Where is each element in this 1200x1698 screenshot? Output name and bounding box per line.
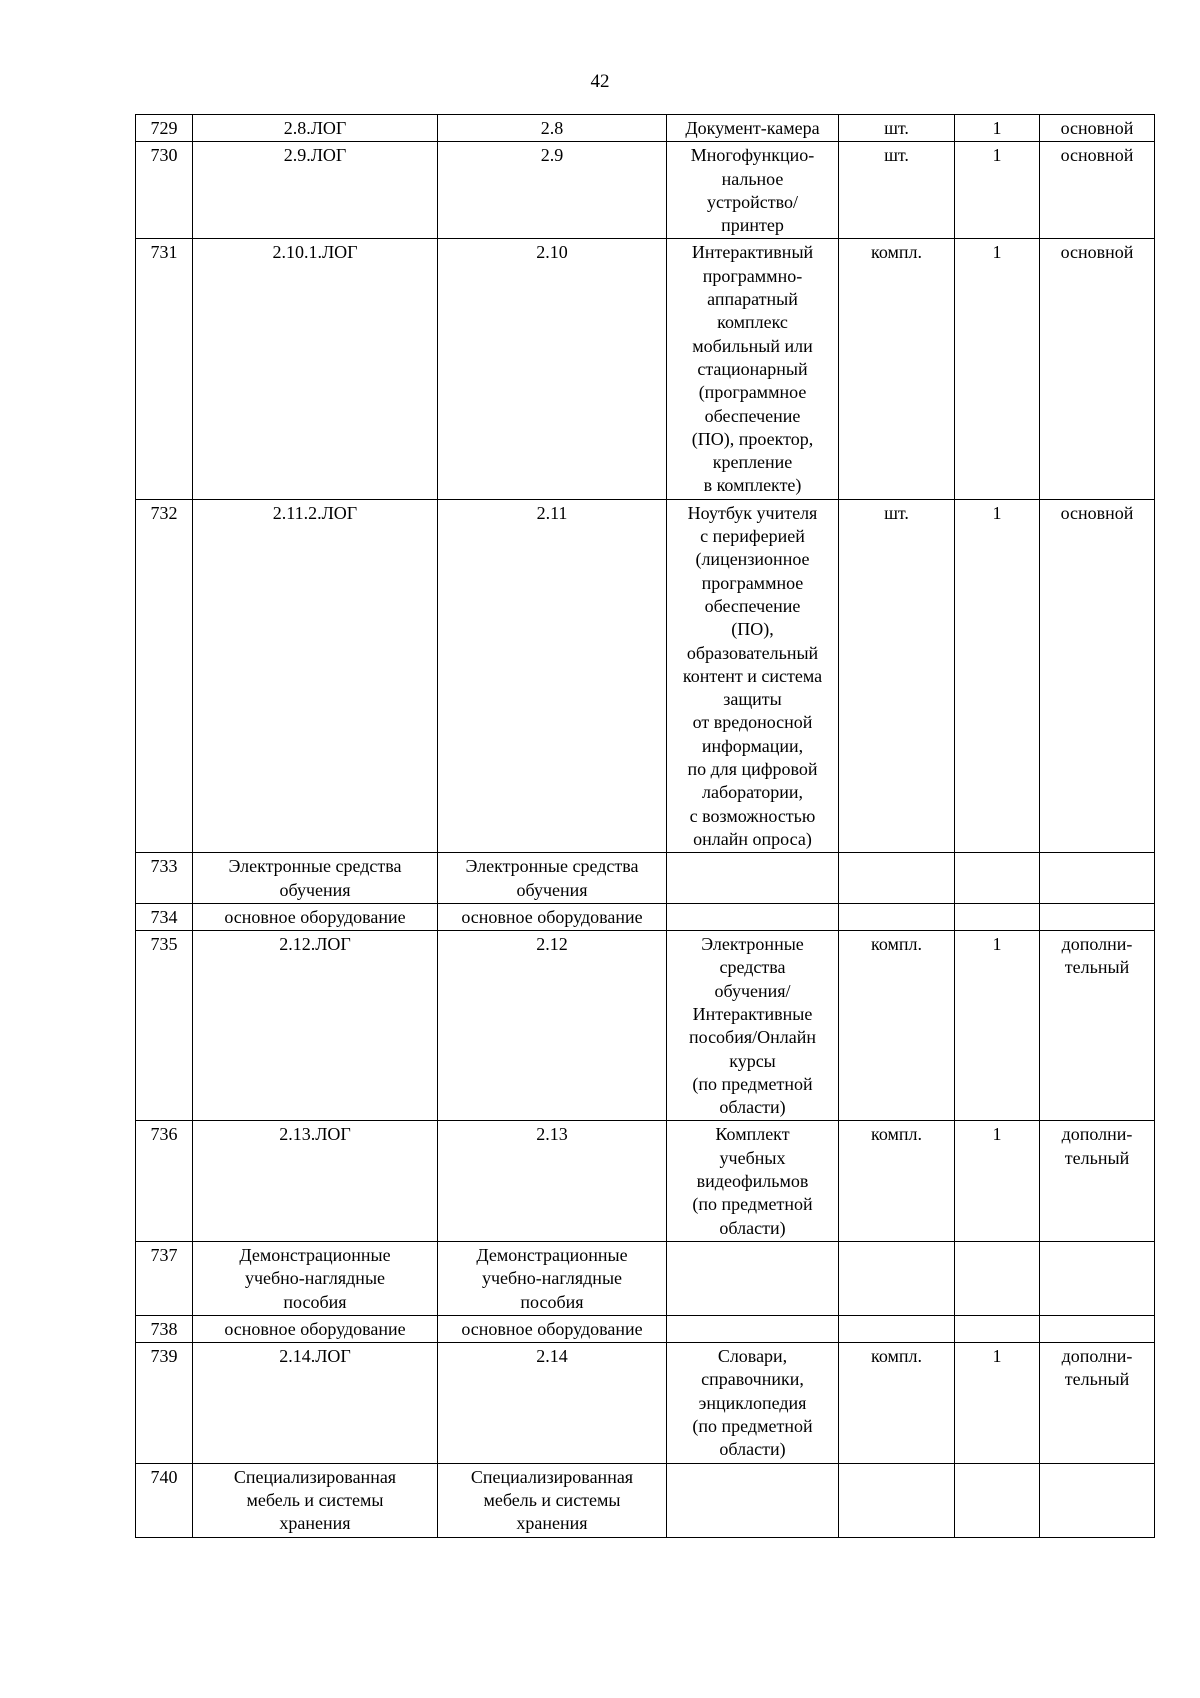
unit-cell: компл. — [839, 1343, 955, 1463]
code-cell: 2.12.ЛОГ — [193, 931, 438, 1121]
code-cell: 2.10.1.ЛОГ — [193, 239, 438, 499]
row-number-cell: 735 — [136, 931, 193, 1121]
type-cell: основной — [1040, 499, 1155, 852]
section-cell: 2.11 — [438, 499, 667, 852]
item-name-cell: Многофункцио- нальное устройство/ принтер — [667, 142, 839, 239]
unit-cell — [839, 1315, 955, 1342]
item-name-cell — [667, 853, 839, 904]
row-number-cell: 738 — [136, 1315, 193, 1342]
type-cell — [1040, 1315, 1155, 1342]
table-row — [136, 903, 1155, 930]
unit-cell — [839, 853, 955, 904]
table-row — [136, 1343, 1155, 1463]
type-cell: дополни- тельный — [1040, 931, 1155, 1121]
table-row — [136, 1463, 1155, 1537]
item-name-cell — [667, 1315, 839, 1342]
quantity-cell: 1 — [955, 1343, 1040, 1463]
unit-cell: компл. — [839, 239, 955, 499]
quantity-cell — [955, 853, 1040, 904]
table-row — [136, 1315, 1155, 1342]
item-name-cell — [667, 1241, 839, 1315]
quantity-cell — [955, 903, 1040, 930]
row-number-cell: 732 — [136, 499, 193, 852]
quantity-cell: 1 — [955, 499, 1040, 852]
code-cell: 2.9.ЛОГ — [193, 142, 438, 239]
section-cell: Специализированная мебель и системы хранения — [438, 1463, 667, 1537]
type-cell: основной — [1040, 239, 1155, 499]
code-cell: основное оборудование — [193, 903, 438, 930]
type-cell — [1040, 853, 1155, 904]
section-cell: 2.9 — [438, 142, 667, 239]
unit-cell — [839, 903, 955, 930]
section-cell: 2.14 — [438, 1343, 667, 1463]
quantity-cell: 1 — [955, 115, 1040, 142]
code-cell: 2.14.ЛОГ — [193, 1343, 438, 1463]
table-row — [136, 239, 1155, 499]
row-number-cell: 739 — [136, 1343, 193, 1463]
unit-cell: компл. — [839, 1121, 955, 1241]
code-cell: Демонстрационные учебно-наглядные пособия — [193, 1241, 438, 1315]
quantity-cell: 1 — [955, 239, 1040, 499]
row-number-cell: 730 — [136, 142, 193, 239]
section-cell: 2.8 — [438, 115, 667, 142]
quantity-cell — [955, 1463, 1040, 1537]
table-row — [136, 853, 1155, 904]
item-name-cell: Интерактивный программно- аппаратный комплекс мобильный или стационарный (программное обеспечение (ПО), проектор, крепление в комплекте) — [667, 239, 839, 499]
type-cell: дополни- тельный — [1040, 1343, 1155, 1463]
row-number-cell: 737 — [136, 1241, 193, 1315]
page-number: 42 — [590, 71, 610, 92]
row-number-cell: 731 — [136, 239, 193, 499]
row-number-cell: 736 — [136, 1121, 193, 1241]
code-cell: Электронные средства обучения — [193, 853, 438, 904]
quantity-cell — [955, 1241, 1040, 1315]
code-cell: основное оборудование — [193, 1315, 438, 1342]
code-cell: 2.8.ЛОГ — [193, 115, 438, 142]
row-number-cell: 740 — [136, 1463, 193, 1537]
type-cell — [1040, 1241, 1155, 1315]
table-row — [136, 1241, 1155, 1315]
equipment-table — [135, 114, 1155, 1538]
unit-cell — [839, 1463, 955, 1537]
code-cell: 2.11.2.ЛОГ — [193, 499, 438, 852]
quantity-cell: 1 — [955, 1121, 1040, 1241]
table-row — [136, 142, 1155, 239]
section-cell: Электронные средства обучения — [438, 853, 667, 904]
item-name-cell: Электронные средства обучения/ Интерактивные пособия/Онлайн курсы (по предметной области) — [667, 931, 839, 1121]
unit-cell: шт. — [839, 499, 955, 852]
unit-cell: компл. — [839, 931, 955, 1121]
table-row — [136, 1121, 1155, 1241]
item-name-cell: Документ-камера — [667, 115, 839, 142]
section-cell: основное оборудование — [438, 1315, 667, 1342]
table-body — [136, 115, 1155, 1538]
type-cell — [1040, 903, 1155, 930]
code-cell: Специализированная мебель и системы хранения — [193, 1463, 438, 1537]
section-cell: 2.13 — [438, 1121, 667, 1241]
unit-cell: шт. — [839, 115, 955, 142]
row-number-cell: 733 — [136, 853, 193, 904]
type-cell: основной — [1040, 115, 1155, 142]
quantity-cell — [955, 1315, 1040, 1342]
row-number-cell: 729 — [136, 115, 193, 142]
table-row — [136, 931, 1155, 1121]
quantity-cell: 1 — [955, 142, 1040, 239]
table-row — [136, 499, 1155, 852]
section-cell: 2.12 — [438, 931, 667, 1121]
row-number-cell: 734 — [136, 903, 193, 930]
item-name-cell: Словари, справочники, энциклопедия (по предметной области) — [667, 1343, 839, 1463]
item-name-cell: Комплект учебных видеофильмов (по предметной области) — [667, 1121, 839, 1241]
type-cell: основной — [1040, 142, 1155, 239]
section-cell: 2.10 — [438, 239, 667, 499]
type-cell: дополни- тельный — [1040, 1121, 1155, 1241]
item-name-cell: Ноутбук учителя с периферией (лицензионное программное обеспечение (ПО), образовательный контент и система защиты от вредоносной информации, по для цифровой лаборатории, с возможностью онлайн опроса) — [667, 499, 839, 852]
item-name-cell — [667, 1463, 839, 1537]
unit-cell — [839, 1241, 955, 1315]
table-row — [136, 115, 1155, 142]
section-cell: Демонстрационные учебно-наглядные пособия — [438, 1241, 667, 1315]
type-cell — [1040, 1463, 1155, 1537]
unit-cell: шт. — [839, 142, 955, 239]
section-cell: основное оборудование — [438, 903, 667, 930]
item-name-cell — [667, 903, 839, 930]
code-cell: 2.13.ЛОГ — [193, 1121, 438, 1241]
quantity-cell: 1 — [955, 931, 1040, 1121]
